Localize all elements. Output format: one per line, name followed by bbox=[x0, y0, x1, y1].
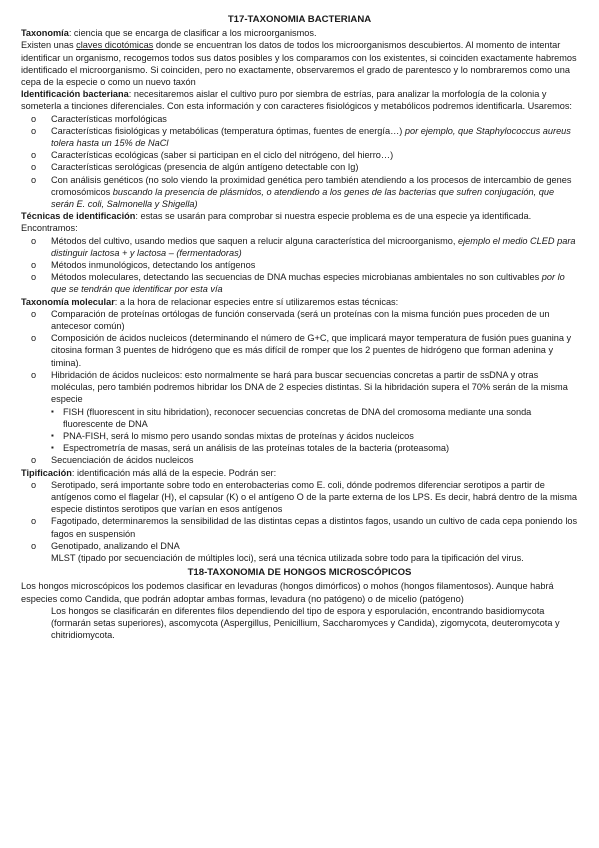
list-item: o Métodos inmunológicos, detectando los antígenos bbox=[21, 259, 578, 271]
list-identificacion bbox=[21, 113, 578, 211]
section-title-t18: T18-TAXONOMIA DE HONGOS MICROSCÓPICOS bbox=[187, 567, 412, 579]
term-tecnicas: Técnicas de identificación bbox=[21, 211, 136, 222]
list-item: o Hibridación de ácidos nucleicos: esto normalmente se hará para buscar secuencias concretas a partir de ssDNA y otras moléculas, pero también podremos hibridar los DNA de 2 especies distintas. Si la hibridación supera el 70% serán de la misma especie bbox=[21, 369, 578, 406]
term-taxonomia: Taxonomía bbox=[21, 28, 69, 39]
list-molecular-cont bbox=[21, 454, 578, 466]
list-item: o Genotipado, analizando el DNA bbox=[21, 540, 578, 552]
list-item: o Métodos moleculares, detectando las secuencias de DNA muchas especies microbianas ambientales no son cultivables por lo que se tendrán que identificar por esta vía bbox=[21, 271, 578, 295]
list-item: o Métodos del cultivo, usando medios que saquen a relucir alguna característica del microorganismo, ejemplo el medio CLED para distinguir lactosa + y lactosa – (fermentadoras) bbox=[21, 235, 578, 259]
sublist-hibridacion bbox=[21, 406, 578, 455]
term-molecular: Taxonomía molecular bbox=[21, 296, 115, 307]
paragraph-claves: Existen unas claves dicotómicas donde se encuentran los datos de todos los microorganismos descubiertos. Al momento de intentar identificar un organismo, recogemos todos sus datos posibles y los comparamos con los existentes, si coinciden exactamente habremos identificado el microorganismo. Si coinciden, pero no exactamente, observaremos el grado de parentesco y lo nombraremos como una cepa de la especie o como un nuevo taxón bbox=[21, 40, 577, 88]
list-item: o Con análisis genéticos (no solo viendo la proximidad genética pero también atendiendo a los procesos de intercambio de genes cromosómicos buscando la presencia de plásmidos, o atendiendo a los genes de las bacterias que sufren conjugación, que serán E. coli, Salmonella y Shigella) bbox=[21, 174, 578, 211]
paragraph-tipificacion: Tipificación: identificación más allá de la especie. Podrán ser: bbox=[21, 467, 277, 478]
list-tipificacion bbox=[21, 479, 578, 552]
section-title-t17: T17-TAXONOMIA BACTERIANA bbox=[227, 14, 372, 25]
sublist-item: ▪ PNA-FISH, será lo mismo pero usando sondas mixtas de proteínas y ácidos nucleicos bbox=[21, 430, 578, 442]
list-item: o Serotipado, será importante sobre todo en enterobacterias como E. coli, dónde podremos diferenciar serotipos a partir de antígenos como el flagelar (H), el capsular (K) o el antígeno O de la parte externa de los LPS. Es decir, habrá dentro de la misma especie distintos serotipos que varían en esos antígenos bbox=[21, 479, 578, 516]
list-molecular bbox=[21, 308, 578, 406]
paragraph-tecnicas: Técnicas de identificación: estas se usarán para comprobar si nuestra especie problema es de una especie ya identificada. Encontramos: bbox=[21, 211, 532, 234]
list-item: o Composición de ácidos nucleicos (determinando el número de G+C, que implicará mayor temperatura de fusión pues guanina y citosina forman 3 puentes de hidrógeno que es más difícil de romper que los 2 puentes de hidrógeno que forman adenina y timina). bbox=[21, 332, 578, 369]
paragraph-mlst: MLST (tipado por secuenciación de múltiples loci), será una técnica utilizada sobre todo para la tipificación del virus. bbox=[51, 552, 524, 563]
sublist-item: ▪ Espectrometría de masas, será un análisis de las proteínas totales de la bacteria (proteasoma) bbox=[21, 442, 578, 454]
paragraph-molecular: Taxonomía molecular: a la hora de relacionar especies entre sí utilizaremos estas técnicas: bbox=[21, 296, 399, 307]
paragraph-hongos-1: Los hongos microscópicos los podemos clasificar en levaduras (hongos dimórficos) o mohos (hongos filamentosos). Aunque habrá especies como Candida, que podrán adoptar ambas formas, levadura (no patógeno) o de micelio (patógeno) bbox=[21, 581, 554, 604]
list-tecnicas bbox=[21, 235, 578, 296]
sublist-item: ▪ FISH (fluorescent in situ hibridation), reconocer secuencias concretas de DNA del cromosoma mediante una sonda fluorescente de DNA bbox=[21, 406, 578, 430]
list-item: o Características fisiológicas y metabólicas (temperatura óptimas, fuentes de energía…) por ejemplo, que Staphylococcus aureus tolera hasta un 15% de NaCl bbox=[21, 125, 578, 149]
list-item: o Características morfológicas bbox=[21, 113, 578, 125]
term-tipificacion: Tipificación bbox=[21, 467, 72, 478]
list-item: o Secuenciación de ácidos nucleicos bbox=[21, 454, 578, 466]
list-item: o Fagotipado, determinaremos la sensibilidad de las distintas cepas a distintos fagos, usando un cultivo de cada cepa poniendo los fagos en suspensión bbox=[21, 515, 578, 539]
term-identificacion: Identificación bacteriana bbox=[21, 89, 129, 100]
paragraph-hongos-2: Los hongos se clasificarán en diferentes filos dependiendo del tipo de espora y esporulación, encontrando basidiomycota (formarán setas superiores), ascomycota (Aspergillus, Penicillium, Saccharomyces y Candida), zigomycota, deuteromycota y chitridiomycota. bbox=[51, 605, 560, 641]
list-item: o Comparación de proteínas ortólogas de función conservada (será un proteínas con la misma función pues proceden de un antecesor común) bbox=[21, 308, 578, 332]
list-item: o Características serológicas (presencia de algún antígeno detectable con Ig) bbox=[21, 161, 578, 173]
paragraph-identificacion: Identificación bacteriana: necesitaremos aislar el cultivo puro por siembra de estrías, para analizar la morfología de la colonia y someterla a tinciones diferenciales. Con esta información y con caracteres fisiológicos y metabólicos podremos identificarla. Usaremos: bbox=[21, 89, 572, 112]
paragraph-taxonomia: Taxonomía: ciencia que se encarga de clasificar a los microorganismos. bbox=[21, 28, 317, 39]
list-item: o Características ecológicas (saber si participan en el ciclo del nitrógeno, del hierro…) bbox=[21, 149, 578, 161]
term-claves-dicotomicas: claves dicotómicas bbox=[76, 40, 154, 51]
